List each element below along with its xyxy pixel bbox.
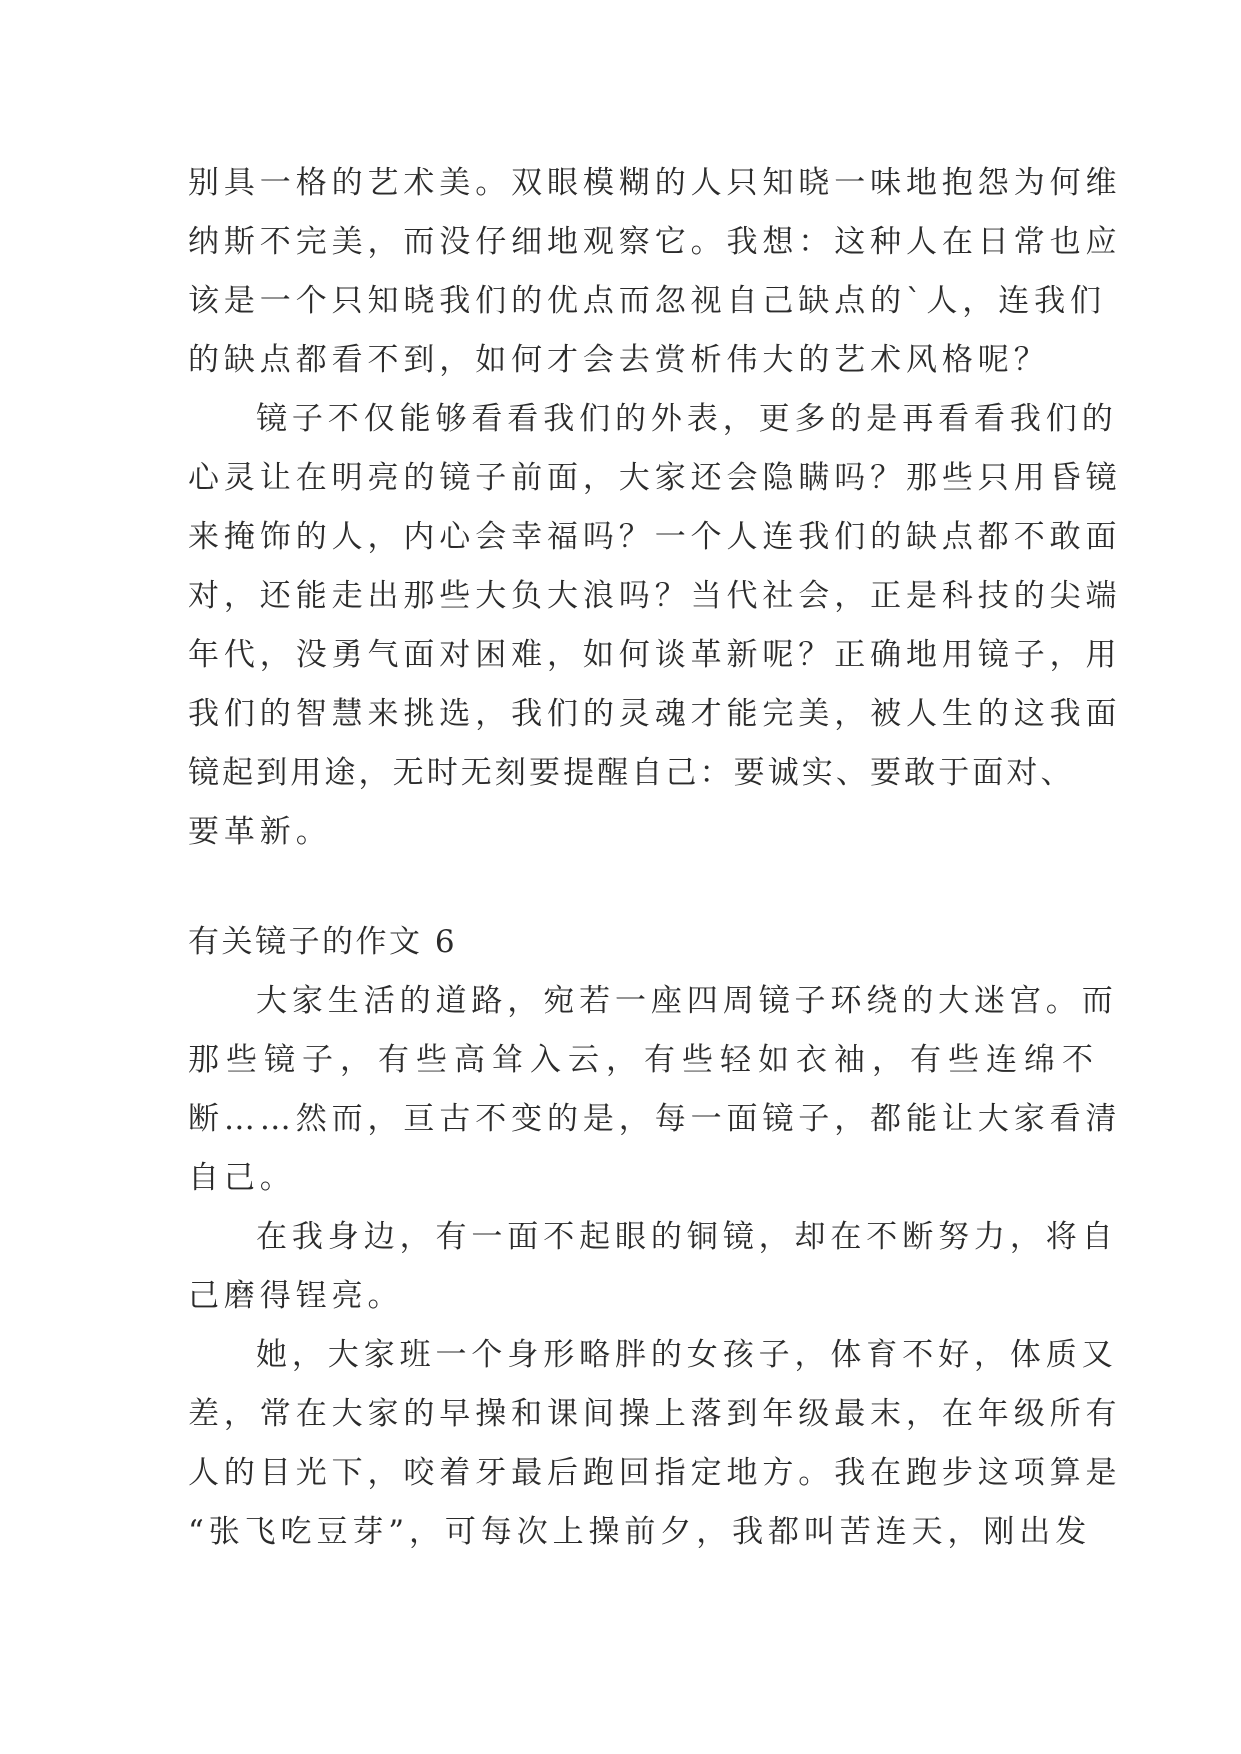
- paragraph-line: 心灵让在明亮的镜子前面，大家还会隐瞒吗？那些只用昏镜: [188, 460, 1122, 496]
- paragraph-line: 自己。: [188, 1160, 296, 1196]
- paragraph-line: 人的目光下，咬着牙最后跑回指定地方。我在跑步这项算是: [188, 1455, 1122, 1491]
- paragraph-line: 年代，没勇气面对困难，如何谈革新呢？正确地用镜子，用: [188, 637, 1122, 673]
- paragraph-line: 该是一个只知晓我们的优点而忽视自己缺点的`人，连我们: [188, 283, 1106, 319]
- paragraph-line: 对，还能走出那些大负大浪吗？当代社会，正是科技的尖端: [188, 578, 1122, 614]
- paragraph-line: 镜子不仅能够看看我们的外表，更多的是再看看我们的: [256, 401, 1118, 437]
- essay-heading: 有关镜子的作文 6: [188, 924, 458, 960]
- paragraph-line: 己磨得锃亮。: [188, 1278, 404, 1314]
- paragraph-line: 大家生活的道路，宛若一座四周镜子环绕的大迷宫。而: [256, 983, 1118, 1019]
- paragraph-line: 那些镜子，有些高耸入云，有些轻如衣袖，有些连绵不: [188, 1042, 1100, 1078]
- paragraph-line: 她，大家班一个身形略胖的女孩子，体育不好，体质又: [256, 1337, 1118, 1373]
- paragraph-line: 纳斯不完美，而没仔细地观察它。我想：这种人在日常也应: [188, 224, 1122, 260]
- paragraph-line: 在我身边，有一面不起眼的铜镜，却在不断努力，将自: [256, 1219, 1118, 1255]
- paragraph-line: 差，常在大家的早操和课间操上落到年级最末，在年级所有: [188, 1396, 1122, 1432]
- paragraph-line: 来掩饰的人，内心会幸福吗？一个人连我们的缺点都不敢面: [188, 519, 1122, 555]
- paragraph-line: 的缺点都看不到，如何才会去赏析伟大的艺术风格呢？: [188, 342, 1050, 378]
- paragraph-line: 别具一格的艺术美。双眼模糊的人只知晓一味地抱怨为何维: [188, 165, 1122, 201]
- paragraph-line: 断……然而，亘古不变的是，每一面镜子，都能让大家看清: [188, 1101, 1122, 1137]
- paragraph-line: 要革新。: [188, 814, 332, 850]
- paragraph-line: “张飞吃豆芽”，可每次上操前夕，我都叫苦连天，刚出发: [188, 1514, 1092, 1550]
- paragraph-line: 我们的智慧来挑选，我们的灵魂才能完美，被人生的这我面: [188, 696, 1122, 732]
- paragraph-line: 镜起到用途，无时无刻要提醒自己：要诚实、要敢于面对、: [188, 755, 1075, 791]
